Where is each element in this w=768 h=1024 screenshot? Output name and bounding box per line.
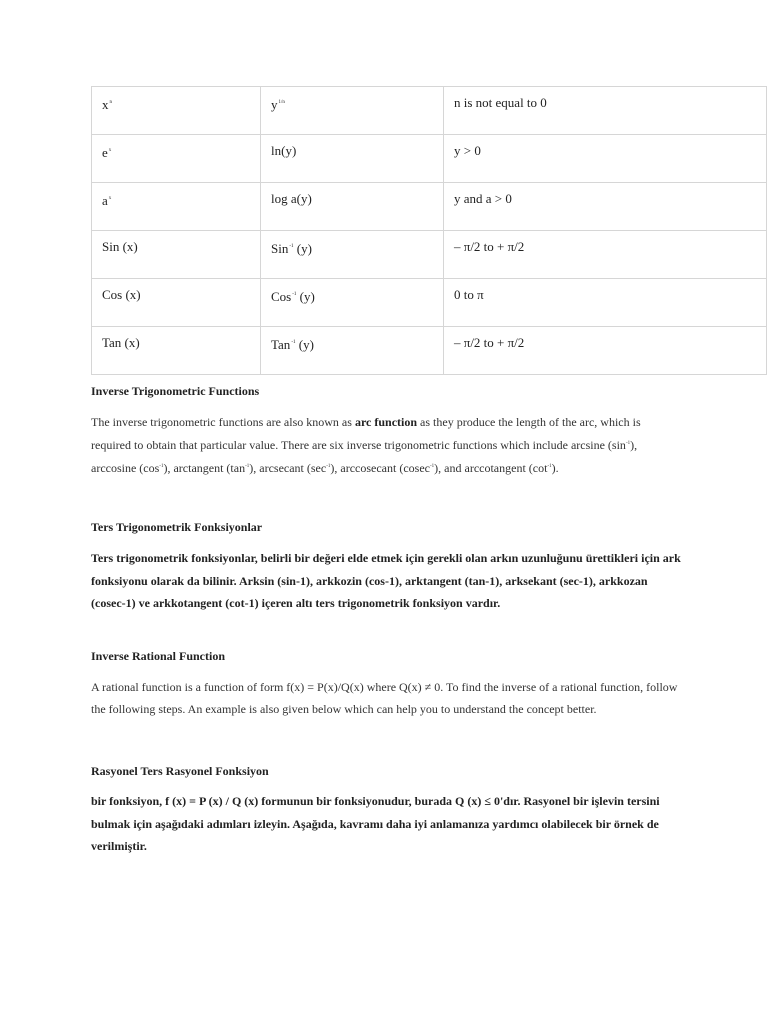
section-heading-inverse-trig: Inverse Trigonometric Functions <box>91 384 260 398</box>
superscript: -1 <box>430 464 435 469</box>
paragraph-text: as they produce the length of the arc, which is required to obtain that particular value. There are six inverse trigonometric functions which include arcsine (sin <box>91 415 641 452</box>
paragraph-inverse-trig <box>91 411 681 479</box>
table-cell-condition: y > 0 <box>444 135 767 183</box>
table-cell-condition: – π/2 to + π/2 <box>444 231 767 279</box>
superscript: -1 <box>625 441 631 446</box>
cell-text: y <box>271 97 278 112</box>
cell-text: e <box>102 145 108 160</box>
cell-superscript: x <box>108 196 112 201</box>
inverse-function-table <box>91 86 767 375</box>
table-cell-condition: n is not equal to 0 <box>444 87 767 135</box>
cell-text: log a(y) <box>271 191 312 206</box>
cell-text: (y) <box>295 337 314 352</box>
cell-superscript: -1 <box>292 292 297 297</box>
table-cell-condition: 0 to π <box>444 279 767 327</box>
cell-superscript: x <box>108 148 112 153</box>
cell-superscript: 1/n <box>278 100 285 105</box>
paragraph-text: The inverse trigonometric functions are also known as <box>91 415 355 429</box>
table-cell-function <box>92 135 261 183</box>
cell-text: x <box>102 97 109 112</box>
paragraph-text: ), arccosecant (cosec <box>330 461 430 475</box>
table-cell-inverse <box>261 231 444 279</box>
paragraph-inverse-rational: A rational function is a function of form f(x) = P(x)/Q(x) where Q(x) ≠ 0. To find the inverse of a rational function, follow the following steps. An example is also given below which can help you to understand the concept better. <box>91 680 678 716</box>
cell-text: Cos (x) <box>102 287 141 302</box>
table-cell-function <box>92 183 261 231</box>
bold-term: arc function <box>354 415 418 429</box>
paragraph-text: ), arcsecant (sec <box>249 461 327 475</box>
table-cell-function <box>92 279 261 327</box>
cell-text: (y) <box>296 289 315 304</box>
table-row <box>92 279 767 327</box>
table-cell-function <box>92 231 261 279</box>
table-cell-inverse <box>261 183 444 231</box>
cell-text: Tan (x) <box>102 335 140 350</box>
table-row <box>92 327 767 375</box>
table-cell-condition: – π/2 to + π/2 <box>444 327 767 375</box>
section-heading-inverse-rational: Inverse Rational Function <box>91 649 226 663</box>
cell-superscript: n <box>109 100 112 105</box>
table-cell-inverse <box>261 279 444 327</box>
superscript: -1 <box>159 464 164 469</box>
section-heading-ters-trig: Ters Trigonometrik Fonksiyonlar <box>91 520 263 534</box>
table-cell-inverse <box>261 135 444 183</box>
paragraph-text: ), and arccotangent (cot <box>434 461 548 475</box>
table-row <box>92 87 767 135</box>
superscript: -1 <box>326 464 331 469</box>
superscript: -1 <box>245 464 250 469</box>
table-cell-condition: y and a > 0 <box>444 183 767 231</box>
cell-text: Sin <box>271 241 289 256</box>
cell-text: a <box>102 193 108 208</box>
table-row <box>92 135 767 183</box>
table-cell-inverse <box>261 327 444 375</box>
cell-text: Tan <box>271 337 291 352</box>
cell-text: Sin (x) <box>102 239 138 254</box>
table-row <box>92 231 767 279</box>
table-row <box>92 183 767 231</box>
cell-text: Cos <box>271 289 292 304</box>
paragraph-text: ), arctangent (tan <box>163 461 246 475</box>
paragraph-text: ), arccosine (cos <box>91 438 638 475</box>
table-cell-inverse <box>261 87 444 135</box>
cell-text: (y) <box>293 241 312 256</box>
table-cell-function <box>92 327 261 375</box>
paragraph-ters-trig: Ters trigonometrik fonksiyonlar, belirli bir değeri elde etmek için gerekli olan arkın uzunluğunu ürettikleri için ark fonksiyonu olarak da bilinir. Arksin (sin-1), arkkozin (cos-1), arktangent (tan-1), arksekant (sec-1), arkkozan (cosec-1) ve arkkotangent (cot-1) içeren altı ters trigonometrik fonksiyon vardır. <box>91 551 681 610</box>
section-heading-rasyonel: Rasyonel Ters Rasyonel Fonksiyon <box>91 764 269 778</box>
table-cell-function <box>92 87 261 135</box>
cell-superscript: -1 <box>291 340 296 345</box>
cell-text: ln(y) <box>271 143 297 158</box>
paragraph-rasyonel: bir fonksiyon, f (x) = P (x) / Q (x) formunun bir fonksiyonudur, burada Q (x) ≤ 0'dır. Rasyonel bir işlevin tersini bulmak için aşağıdaki adımları izleyin. Aşağıda, kavramı daha iyi anlamanıza yardımcı olabilecek bir örnek de verilmiştir. <box>91 794 660 853</box>
superscript: -1 <box>547 464 552 469</box>
paragraph-text: ). <box>551 461 559 475</box>
cell-superscript: -1 <box>289 244 294 249</box>
